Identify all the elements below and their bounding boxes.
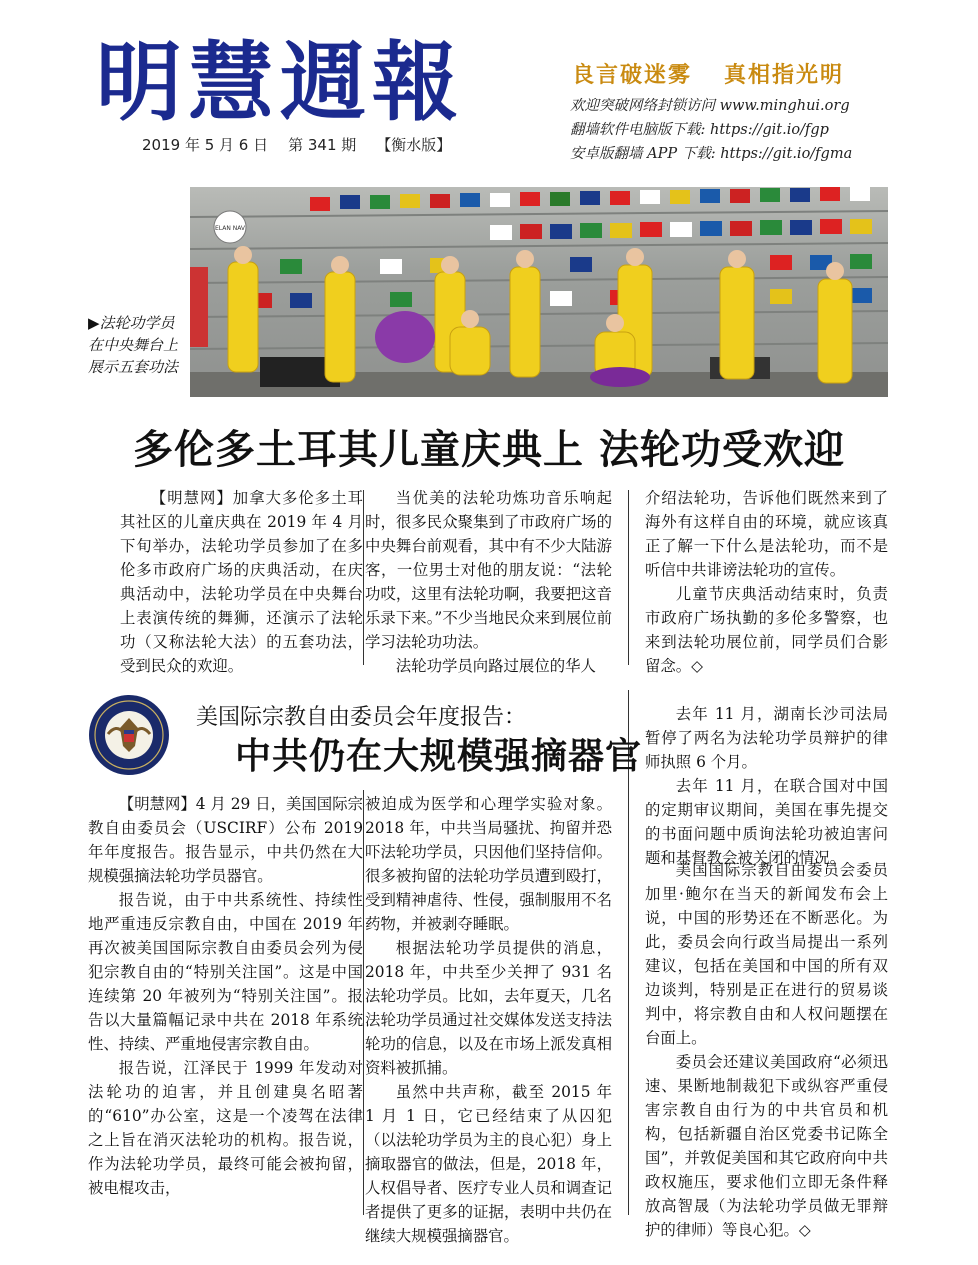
article-2-subtitle: 美国际宗教自由委员会年度报告：	[196, 705, 527, 730]
slogan-right: 真相指光明	[724, 62, 845, 88]
paragraph: 【明慧网】4 月 29 日，美国国际宗教自由委员会（USCIRF）公布 2019 年年度报告。报告显示，中共仍然在大规模强摘法轮功学员器官。	[88, 795, 363, 885]
paragraph: 被迫成为医学和心理学实验对象。2018 年，中共当局骚扰、拘留并恐吓法轮功学员，只因他们坚持信仰。很多被拘留的法轮功学员遭到殴打，受到精神虐待、性侵，强制服用不名药物，并被剥夺睡眠。	[365, 795, 612, 933]
uscirf-seal-icon	[88, 694, 170, 776]
article-1-column-3	[645, 486, 888, 678]
link-3-url[interactable]: https://git.io/fgma	[720, 146, 853, 162]
photo-sign-text: ELAN NAV	[214, 225, 246, 232]
article-2-top-column	[645, 702, 888, 870]
article-2-column-3	[645, 858, 888, 1242]
article-2-column-1	[88, 792, 363, 1200]
paragraph: 当优美的法轮功炼功音乐响起时，很多民众聚集到了市政府广场的中央舞台前观看，其中有不少大陆游客，一位男士对他的朋友说：“法轮功哎，这里有法轮功啊，我要把这音乐录下来。”不少当地民众来到展位前学习法轮功功法。	[365, 489, 612, 651]
paragraph: 去年 11 月，在联合国对中国的定期审议期间，美国在事先提交的书面问题中质询法轮功被迫害问题和基督教会被关闭的情况。	[645, 777, 888, 867]
paragraph: 报告说，江泽民于 1999 年发动对法轮功的迫害，并且创建臭名昭著的“610”办公室，这是一个凌驾在法律之上旨在消灭法轮功的机构。报告说，作为法轮功学员，最终可能会被拘留，被电棍攻击，	[88, 1059, 363, 1197]
article-1-column-2	[365, 486, 612, 678]
link-1-url[interactable]: www.minghui.org	[719, 98, 850, 114]
photo-caption: ▶法轮功学员在中央舞台上展示五套功法	[88, 314, 179, 376]
article-1-column-1	[120, 486, 363, 678]
paragraph: 儿童节庆典活动结束时，负责市政府广场执勤的多伦多警察，也来到法轮功展位前，同学员们合影留念。◇	[645, 585, 888, 675]
newspaper-title: 明慧週報	[96, 33, 464, 133]
link-1-label: 欢迎突破网络封锁访问	[570, 98, 715, 114]
column-rule	[363, 790, 364, 1215]
link-3-label: 安卓版翻墙 APP 下载:	[570, 146, 716, 162]
paragraph: 美国国际宗教自由委员会委员加里·鲍尔在当天的新闻发布会上说，中国的形势还在不断恶化。为此，委员会向行政当局提出一系列建议，包括在美国和中国的所有双边谈判，特别是正在进行的贸易谈判中，将宗教自由和人权问题摆在台面上。	[645, 861, 888, 1047]
paragraph: 介绍法轮功，告诉他们既然来到了海外有这样自由的环境，就应该真正了解一下什么是法轮功，而不是听信中共诽谤法轮功的宣传。	[645, 489, 888, 579]
paragraph: 根据法轮功学员提供的消息，2018 年，中共至少关押了 931 名法轮功学员。比如，去年夏天，几名法轮功学员通过社交媒体发送支持法轮功的信息，以及在市场上派发真相资料被抓捕。	[365, 939, 612, 1077]
column-rule	[628, 490, 629, 665]
link-2-label: 翻墙软件电脑版下载:	[570, 122, 706, 138]
article-2-headline: 中共仍在大规模强摘器官	[235, 735, 643, 777]
issue-edition: 【衡水版】	[376, 136, 452, 154]
paragraph: 虽然中共声称，截至 2015 年 1 月 1 日，它已经结束了从囚犯（以法轮功学员为主的良心犯）身上摘取器官的做法，但是，2018 年，人权倡导者、医疗专业人员和调查记者提供了更多的证据，表明中共仍在继续大规模强摘器官。	[365, 1083, 612, 1245]
slogan-left: 良言破迷雾	[572, 62, 693, 88]
flag-banner	[310, 187, 870, 211]
issue-date: 2019 年 5 月 6 日	[142, 136, 269, 154]
issue-number: 第 341 期	[288, 136, 357, 154]
paragraph: 【明慧网】加拿大多伦多土耳其社区的儿童庆典在 2019 年 4 月下旬举办，法轮功学员参加了在多伦多市政府广场的庆典活动，在庆典活动中，法轮功学员在中央舞台上表演传统的舞狮，还演示了法轮功（又称法轮大法）的五套功法，受到民众的欢迎。	[120, 489, 363, 675]
slogan	[572, 58, 876, 89]
article-1-headline: 多伦多土耳其儿童庆典上 法轮功受欢迎	[133, 426, 845, 473]
article-2-column-2	[365, 792, 612, 1248]
link-2-url[interactable]: https://git.io/fgp	[710, 122, 829, 138]
photo-illustration	[190, 187, 888, 397]
paragraph: 委员会还建议美国政府“必须迅速、果断地制裁犯下或纵容严重侵害宗教自由行为的中共官员和机构，包括新疆自治区党委书记陈全国”，并敦促美国和其它政府向中共政权施压，要求他们立即无条件释放高智晟（为法轮功学员做无罪辩护的律师）等良心犯。◇	[645, 1053, 888, 1239]
access-links	[570, 94, 852, 166]
paragraph: 报告说，由于中共系统性、持续性地严重违反宗教自由，中国在 2019 年再次被美国国际宗教自由委员会列为侵犯宗教自由的“特别关注国”。这是中国连续第 20 年被列为“特别关注国”。报告以大量篇幅记录中共在 2018 年系统性、持续、严重地侵害宗教自由。	[88, 891, 363, 1053]
column-rule	[363, 490, 364, 665]
paragraph: 法轮功学员向路过展位的华人	[395, 657, 596, 675]
paragraph: 去年 11 月，湖南长沙司法局暂停了两名为法轮功学员辩护的律师执照 6 个月。	[645, 705, 888, 771]
issue-line	[142, 134, 471, 155]
article-photo	[190, 187, 888, 397]
